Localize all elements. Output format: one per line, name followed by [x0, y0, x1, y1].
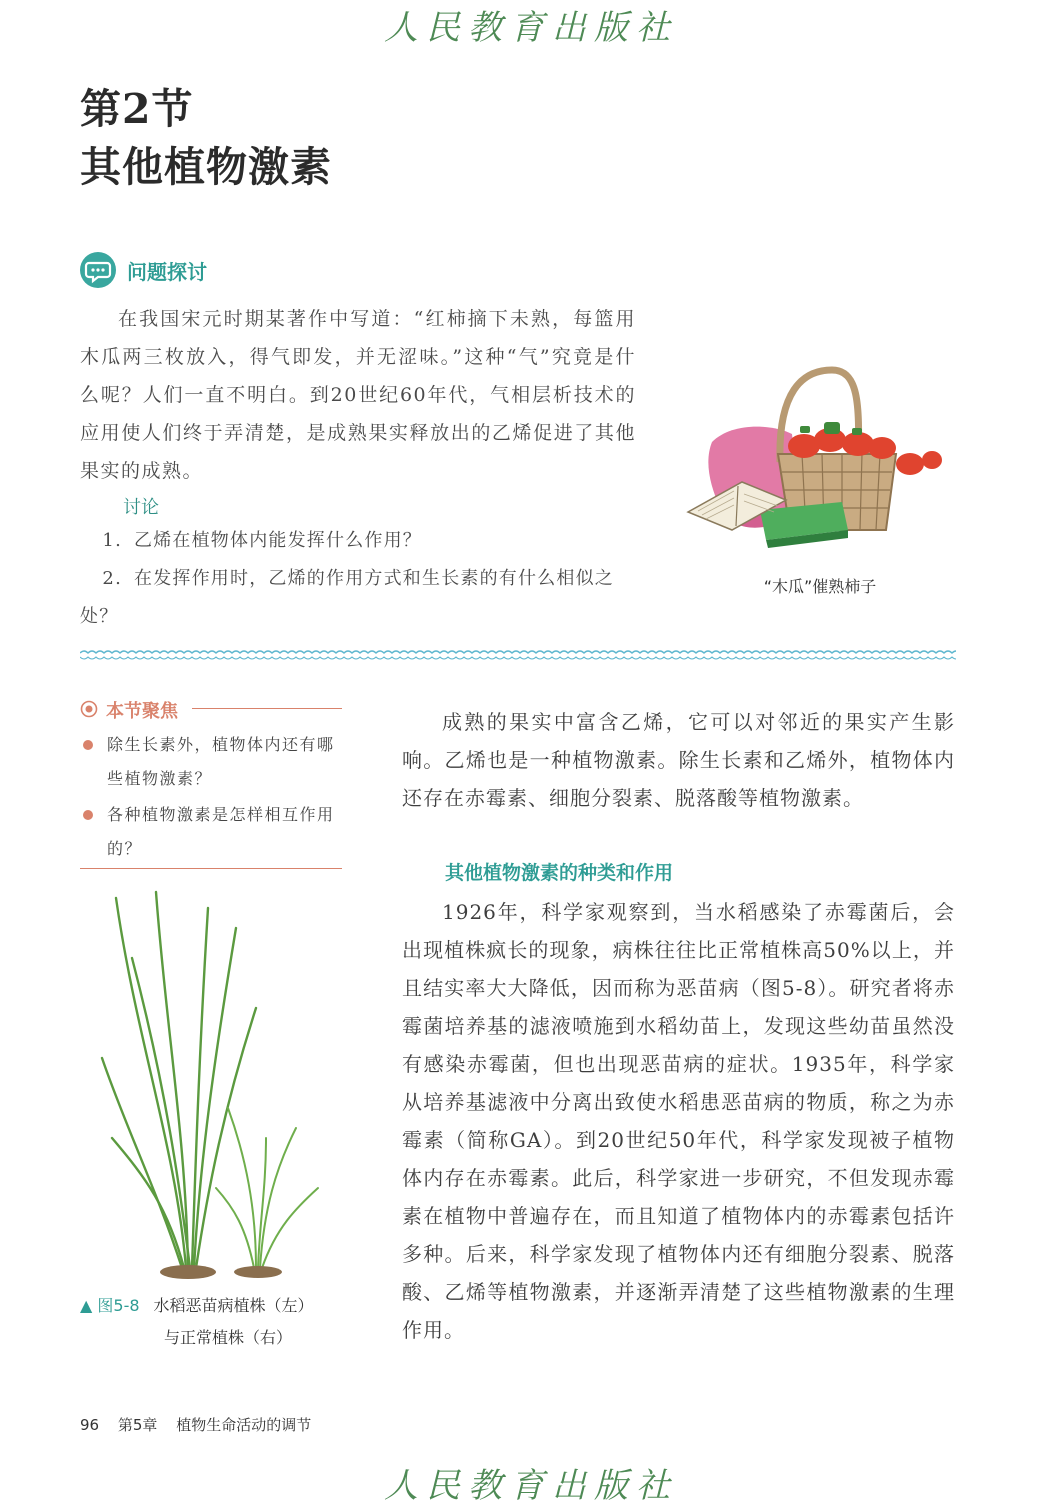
discussion-label: 讨论 — [123, 497, 159, 518]
chapter-number: 第5章 — [117, 1416, 158, 1434]
publisher-watermark-bottom: 人民教育出版社 — [384, 1466, 678, 1506]
page-footer — [80, 1414, 325, 1435]
page-number: 96 — [80, 1416, 100, 1434]
discussion-question-2: 2. 在发挥作用时，乙烯的作用方式和生长素的有什么相似之处？ — [80, 568, 614, 627]
focus-target-icon — [80, 700, 98, 722]
focus-item-1: 除生长素外，植物体内还有哪些植物激素？ — [80, 728, 342, 796]
figure-caption-line2: 与正常植株（右） — [164, 1328, 293, 1347]
figure-label: 图5-8 — [97, 1296, 140, 1315]
focus-bottom-rule — [80, 868, 342, 869]
discussion-question-1: 1. 乙烯在植物体内能发挥什么作用？ — [102, 530, 422, 551]
figure-caption-line1: 水稻恶苗病植株（左） — [153, 1296, 314, 1315]
publisher-watermark-top: 人民教育出版社 — [384, 8, 678, 48]
basket-image-caption: “木瓜”催熟柿子 — [763, 577, 877, 596]
persimmon-basket-illustration — [682, 362, 942, 558]
section-focus-label: 本节聚焦 — [106, 701, 178, 722]
main-paragraph: 1926年，科学家观察到，当水稻感染了赤霉菌后，会出现植株疯长的现象，病株往往比正常植株高50%以上，并且结实率大大降低，因而称为恶苗病（图5-8）。研究者将赤霉菌培养基的滤液喷施到水稻幼苗上，发现这些幼苗虽然没有感染赤霉菌，但也出现恶苗病的症状。1935年，科学家从培养基滤液中分离出致使水稻患恶苗病的物质，称之为赤霉素（简称GA）。到20世纪50年代，科学家发现被子植物体内存在赤霉素。此后，科学家进一步研究，不但发现赤霉素在植物中普遍存在，而且知道了植物体内的赤霉素包括许多种。后来，科学家发现了植物体内还有细胞分裂素、脱落酸、乙烯等植物激素，并逐渐弄清楚了这些植物激素的生理作用。 — [402, 900, 955, 1342]
problem-paragraph: 在我国宋元时期某著作中写道：“红柿摘下未熟，每篮用木瓜两三枚放入，得气即发，并无涩味。”这种“气”究竟是什么呢？人们一直不明白。到20世纪60年代，气相层析技术的应用使人们终于弄清楚，是成熟果实释放出的乙烯促进了其他果实的成熟。 — [80, 308, 636, 482]
bullet-icon — [83, 740, 93, 750]
focus-item-2: 各种植物激素是怎样相互作用的？ — [80, 798, 342, 866]
figure-caption — [80, 1290, 350, 1354]
wavy-divider — [80, 648, 956, 662]
discussion-chat-icon — [80, 252, 116, 288]
section-number: 第2节 — [80, 85, 194, 133]
focus-top-rule — [192, 708, 342, 709]
problem-explore-label: 问题探讨 — [127, 260, 207, 284]
chapter-title: 植物生命活动的调节 — [176, 1416, 312, 1434]
main-intro-paragraph: 成熟的果实中富含乙烯，它可以对邻近的果实产生影响。乙烯也是一种植物激素。除生长素和乙烯外，植物体内还存在赤霉素、细胞分裂素、脱落酸等植物激素。 — [402, 710, 955, 810]
triangle-marker-icon: ▲ — [80, 1296, 93, 1315]
section-title: 其他植物激素 — [80, 143, 332, 191]
subsection-heading: 其他植物激素的种类和作用 — [445, 862, 674, 884]
rice-plant-figure — [96, 888, 336, 1280]
bullet-icon — [83, 810, 93, 820]
